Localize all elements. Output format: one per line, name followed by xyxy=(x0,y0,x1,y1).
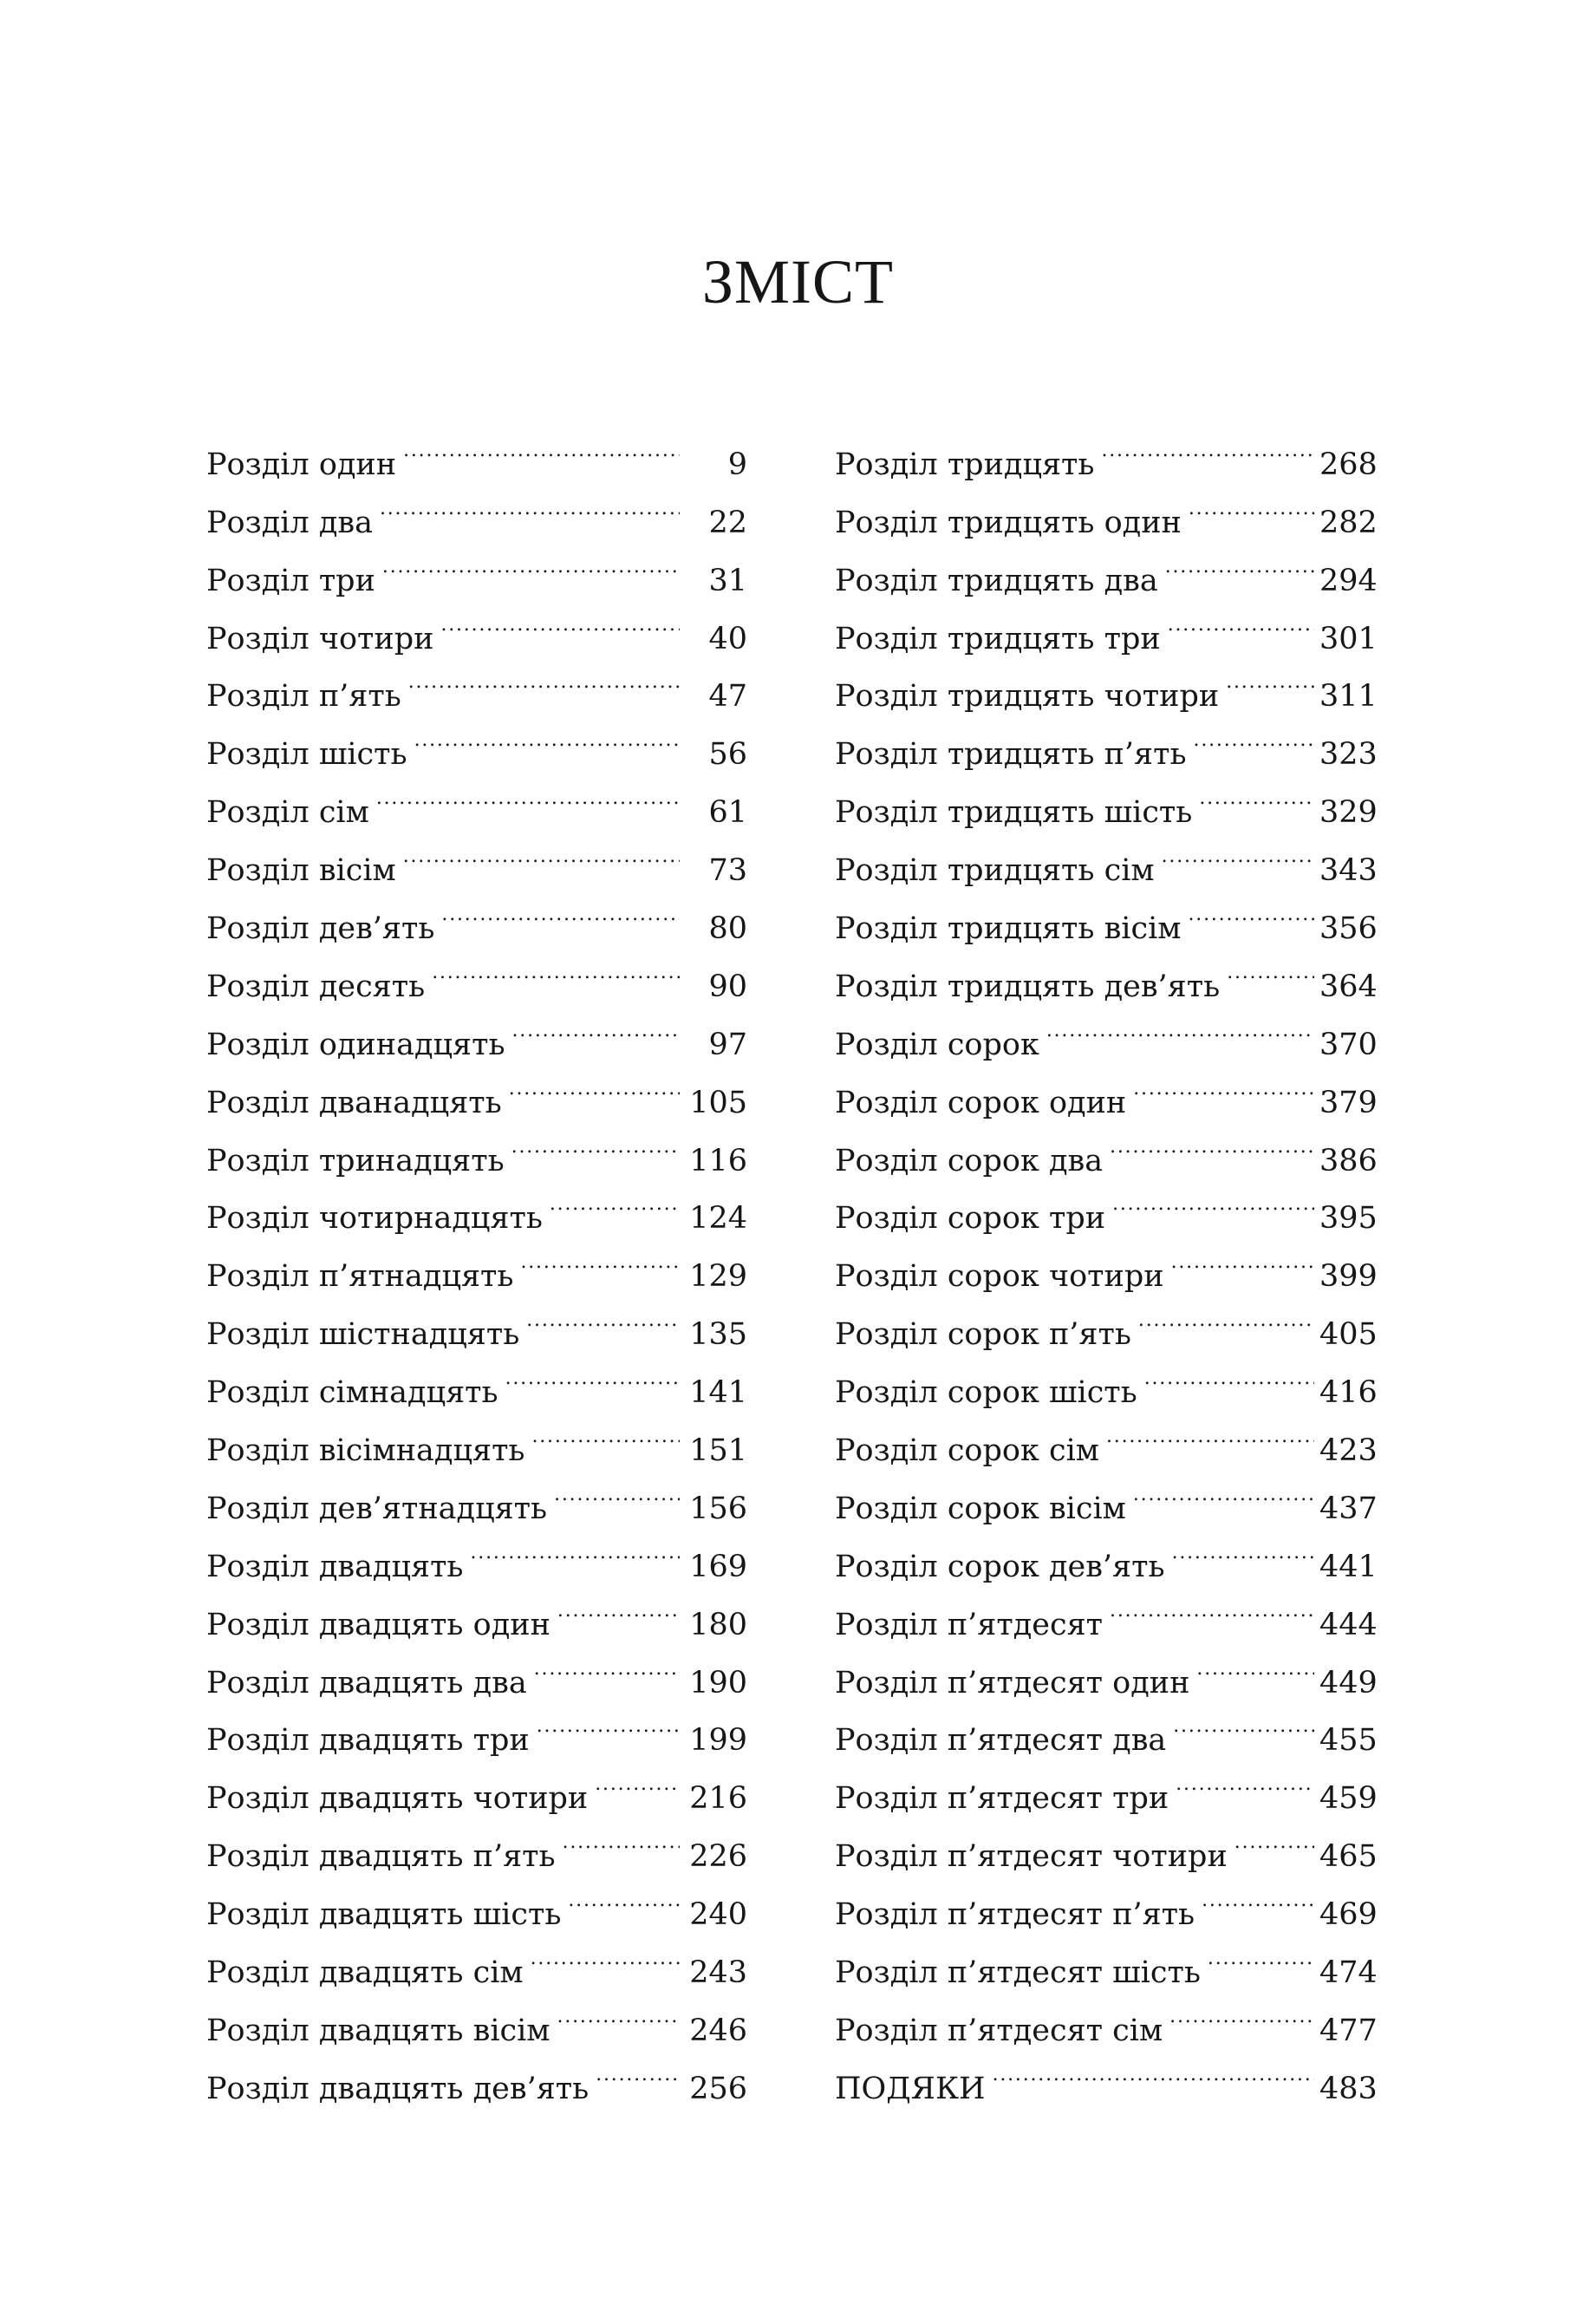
toc-entry-title: ПОДЯКИ xyxy=(835,2071,986,2106)
toc-entry-page-number: 73 xyxy=(708,853,747,889)
toc-entry-title: Розділ три xyxy=(206,563,375,598)
toc-entry-title: Розділ тринадцять xyxy=(206,1143,505,1178)
toc-entry-title: Розділ п’ятдесят шість xyxy=(835,1955,1201,1991)
toc-entry-title: Розділ тридцять сім xyxy=(835,853,1155,889)
toc-entry-title: Розділ сімнадцять xyxy=(206,1375,498,1411)
dot-leader xyxy=(1110,1113,1314,1171)
dot-leader xyxy=(1165,532,1314,591)
dot-leader xyxy=(520,1228,680,1286)
toc-entry-title: Розділ двадцять вісім xyxy=(206,2013,550,2048)
dot-leader xyxy=(376,764,680,822)
dot-leader xyxy=(1101,416,1314,474)
toc-entry-page-number: 483 xyxy=(1319,2071,1378,2106)
toc-entry-page-number: 405 xyxy=(1319,1317,1378,1353)
dot-leader xyxy=(1176,1750,1314,1808)
toc-entry-title: Розділ двадцять чотири xyxy=(206,1781,589,1817)
toc-entry-title: Розділ тридцять дев’ять xyxy=(835,969,1221,1004)
toc-entry-page-number: 282 xyxy=(1319,505,1378,540)
dot-leader xyxy=(557,1576,680,1635)
dot-leader xyxy=(1202,1866,1314,1924)
dot-leader xyxy=(1106,1402,1314,1460)
toc-entry-title: Розділ вісім xyxy=(206,853,396,889)
toc-entry-page-number: 9 xyxy=(727,447,747,482)
dot-leader xyxy=(382,532,680,591)
toc-entry-title: Розділ сорок дев’ять xyxy=(835,1549,1165,1584)
toc-entry-page-number: 449 xyxy=(1319,1665,1378,1700)
toc-entry-title: Розділ чотирнадцять xyxy=(206,1201,543,1237)
dot-leader xyxy=(595,1750,680,1808)
toc-entry-title: Розділ чотири xyxy=(206,621,434,656)
dot-leader xyxy=(1110,1576,1314,1635)
toc-entry-page-number: 386 xyxy=(1319,1143,1378,1178)
dot-leader xyxy=(1171,1228,1314,1286)
toc-entry-title: Розділ двадцять сім xyxy=(206,1955,524,1991)
dot-leader xyxy=(1172,1518,1314,1576)
toc-entry-title: Розділ одинадцять xyxy=(206,1027,505,1062)
toc-entry-title: Розділ шістнадцять xyxy=(206,1317,520,1353)
toc-entry-page-number: 356 xyxy=(1319,911,1378,947)
toc-entry-page-number: 329 xyxy=(1319,795,1378,831)
toc-entry-page-number: 129 xyxy=(689,1259,747,1295)
toc-entry-title: Розділ двадцять два xyxy=(206,1665,527,1700)
dot-leader xyxy=(1144,1344,1314,1402)
toc-entry-page-number: 474 xyxy=(1319,1955,1378,1991)
toc-entry-title: Розділ тридцять чотири xyxy=(835,679,1220,715)
toc-entry-title: Розділ двадцять шість xyxy=(206,1897,562,1933)
toc-right-column xyxy=(835,416,1378,2106)
toc-entry-page-number: 47 xyxy=(708,679,747,715)
toc-entry-title: Розділ сорок сім xyxy=(835,1433,1099,1469)
toc-entry-page-number: 441 xyxy=(1319,1549,1378,1584)
toc-entry-page-number: 31 xyxy=(708,563,747,598)
toc-entry-title: Розділ тридцять п’ять xyxy=(835,737,1187,773)
toc-entry-title: Розділ двадцять три xyxy=(206,1723,530,1759)
toc-entry-page-number: 90 xyxy=(708,969,747,1004)
toc-entry-page-number: 311 xyxy=(1319,679,1378,715)
dot-leader xyxy=(1234,1808,1314,1866)
toc-entry xyxy=(206,416,747,482)
toc-entry-page-number: 465 xyxy=(1319,1839,1378,1875)
toc-entry-page-number: 437 xyxy=(1319,1491,1378,1526)
dot-leader xyxy=(408,649,680,707)
toc-entry-title: Розділ п’ятдесят три xyxy=(835,1781,1169,1817)
dot-leader xyxy=(1226,649,1314,707)
toc-entry-title: Розділ сорок два xyxy=(835,1143,1104,1178)
toc-entry-page-number: 477 xyxy=(1319,2013,1378,2048)
toc-entry-title: Розділ п’ятдесят п’ять xyxy=(835,1897,1195,1933)
dot-leader xyxy=(471,1518,681,1576)
dot-leader xyxy=(1199,764,1314,822)
dot-leader xyxy=(1133,1054,1314,1113)
toc-entry-page-number: 459 xyxy=(1319,1781,1378,1817)
toc-entry-page-number: 370 xyxy=(1319,1027,1378,1062)
toc-entry-page-number: 216 xyxy=(689,1781,747,1817)
toc-entry-page-number: 243 xyxy=(689,1955,747,1991)
toc-entry-page-number: 455 xyxy=(1319,1723,1378,1759)
toc-entry-title: Розділ п’ятдесят xyxy=(835,1607,1104,1642)
toc-entry-title: Розділ тридцять три xyxy=(835,621,1161,656)
toc-entry-title: Розділ один xyxy=(206,447,397,482)
toc-entry-title: Розділ тридцять два xyxy=(835,563,1158,598)
toc-entry-page-number: 256 xyxy=(689,2071,747,2106)
toc-entry-page-number: 379 xyxy=(1319,1085,1378,1120)
dot-leader xyxy=(531,1924,680,1982)
toc-entry-page-number: 343 xyxy=(1319,853,1378,889)
toc-entry-page-number: 399 xyxy=(1319,1259,1378,1295)
toc-entry-title: Розділ десять xyxy=(206,969,426,1004)
toc-entry-page-number: 116 xyxy=(689,1143,747,1178)
dot-leader xyxy=(993,2040,1314,2098)
toc-entry-title: Розділ двадцять п’ять xyxy=(206,1839,556,1875)
dot-leader xyxy=(534,1635,680,1693)
toc-entry-page-number: 268 xyxy=(1319,447,1378,482)
toc-entry-page-number: 151 xyxy=(689,1433,747,1469)
dot-leader xyxy=(441,880,680,938)
toc-entry-page-number: 80 xyxy=(708,911,747,947)
toc-entry-page-number: 416 xyxy=(1319,1375,1378,1411)
dot-leader xyxy=(509,1054,680,1113)
toc-entry-page-number: 294 xyxy=(1319,563,1378,598)
toc-entry-title: Розділ сорок три xyxy=(835,1201,1106,1237)
toc-entry-title: Розділ дев’ять xyxy=(206,911,435,947)
toc-entry xyxy=(835,416,1378,482)
dot-leader xyxy=(1196,1635,1314,1693)
toc-entry-page-number: 226 xyxy=(689,1839,747,1875)
toc-entry-title: Розділ двадцять один xyxy=(206,1607,550,1642)
dot-leader xyxy=(440,591,680,649)
toc-entry-page-number: 395 xyxy=(1319,1201,1378,1237)
toc-entry-title: Розділ двадцять xyxy=(206,1549,464,1584)
toc-entry-title: Розділ сорок один xyxy=(835,1085,1127,1120)
toc-entry-page-number: 141 xyxy=(689,1375,747,1411)
dot-leader xyxy=(1112,1171,1314,1229)
dot-leader xyxy=(505,1344,680,1402)
dot-leader xyxy=(1138,1286,1314,1344)
toc-entry-title: Розділ сорок чотири xyxy=(835,1259,1164,1295)
toc-entry-page-number: 246 xyxy=(689,2013,747,2048)
toc-entry-title: Розділ двадцять дев’ять xyxy=(206,2071,590,2106)
dot-leader xyxy=(403,822,680,880)
dot-leader xyxy=(554,1460,680,1518)
toc-entry-page-number: 169 xyxy=(689,1549,747,1584)
dot-leader xyxy=(1168,591,1314,649)
page-title: ЗМІСТ xyxy=(701,247,895,317)
toc-entry-title: Розділ тридцять вісім xyxy=(835,911,1182,947)
dot-leader xyxy=(403,416,680,474)
dot-leader xyxy=(1133,1460,1314,1518)
dot-leader xyxy=(414,706,680,764)
toc-entry-title: Розділ сорок вісім xyxy=(835,1491,1126,1526)
toc-entry-page-number: 124 xyxy=(689,1201,747,1237)
toc-entry-title: Розділ п’ятдесят сім xyxy=(835,2013,1163,2048)
dot-leader xyxy=(563,1808,680,1866)
dot-leader xyxy=(1189,880,1314,938)
toc-entry-title: Розділ дванадцять xyxy=(206,1085,502,1120)
toc-entry-page-number: 61 xyxy=(708,795,747,831)
toc-entry-title: Розділ сім xyxy=(206,795,369,831)
dot-leader xyxy=(531,1402,680,1460)
dot-leader xyxy=(511,1113,680,1171)
toc-entry-title: Розділ вісімнадцять xyxy=(206,1433,525,1469)
dot-leader xyxy=(557,1982,680,2040)
toc-entry-title: Розділ шість xyxy=(206,737,407,773)
toc-entry-page-number: 423 xyxy=(1319,1433,1378,1469)
toc-entry-page-number: 135 xyxy=(689,1317,747,1353)
toc-entry-title: Розділ сорок п’ять xyxy=(835,1317,1131,1353)
dot-leader xyxy=(380,474,680,532)
toc-entry-page-number: 22 xyxy=(708,505,747,540)
toc-entry-page-number: 190 xyxy=(689,1665,747,1700)
dot-leader xyxy=(1162,822,1314,880)
dot-leader xyxy=(432,938,680,996)
dot-leader xyxy=(568,1866,680,1924)
dot-leader xyxy=(1194,706,1314,764)
dot-leader xyxy=(1227,938,1314,996)
toc-entry-title: Розділ два xyxy=(206,505,373,540)
toc-entry-page-number: 199 xyxy=(689,1723,747,1759)
dot-leader xyxy=(1169,1982,1314,2040)
toc-left-column xyxy=(206,416,747,2106)
dot-leader xyxy=(1046,996,1314,1054)
toc-entry-page-number: 40 xyxy=(708,621,747,656)
dot-leader xyxy=(550,1171,680,1229)
dot-leader xyxy=(1173,1693,1314,1751)
toc-entry-page-number: 180 xyxy=(689,1607,747,1642)
toc-entry-page-number: 56 xyxy=(708,737,747,773)
toc-entry-title: Розділ тридцять один xyxy=(835,505,1182,540)
toc-entry-page-number: 444 xyxy=(1319,1607,1378,1642)
toc-entry-page-number: 97 xyxy=(708,1027,747,1062)
dot-leader xyxy=(596,2040,680,2098)
dot-leader xyxy=(1208,1924,1314,1982)
toc-entry-page-number: 364 xyxy=(1319,969,1378,1004)
toc-entry-title: Розділ тридцять шість xyxy=(835,795,1193,831)
toc-entry-title: Розділ п’ять xyxy=(206,679,401,715)
toc-entry-title: Розділ сорок xyxy=(835,1027,1039,1062)
dot-leader xyxy=(1189,474,1314,532)
toc-entry-page-number: 240 xyxy=(689,1897,747,1933)
dot-leader xyxy=(512,996,680,1054)
toc-entry-title: Розділ п’ятнадцять xyxy=(206,1259,514,1295)
toc-entry-page-number: 323 xyxy=(1319,737,1378,773)
toc-entry-title: Розділ тридцять xyxy=(835,447,1095,482)
toc-entry-title: Розділ сорок шість xyxy=(835,1375,1137,1411)
toc-entry-page-number: 469 xyxy=(1319,1897,1378,1933)
dot-leader xyxy=(526,1286,680,1344)
toc-entry-title: Розділ дев’ятнадцять xyxy=(206,1491,548,1526)
toc-entry-page-number: 105 xyxy=(689,1085,747,1120)
toc-entry-page-number: 301 xyxy=(1319,621,1378,656)
dot-leader xyxy=(537,1693,680,1751)
toc-entry-title: Розділ п’ятдесят чотири xyxy=(835,1839,1228,1875)
toc-entry-page-number: 156 xyxy=(689,1491,747,1526)
toc-entry-title: Розділ п’ятдесят один xyxy=(835,1665,1190,1700)
toc-entry-title: Розділ п’ятдесят два xyxy=(835,1723,1167,1759)
